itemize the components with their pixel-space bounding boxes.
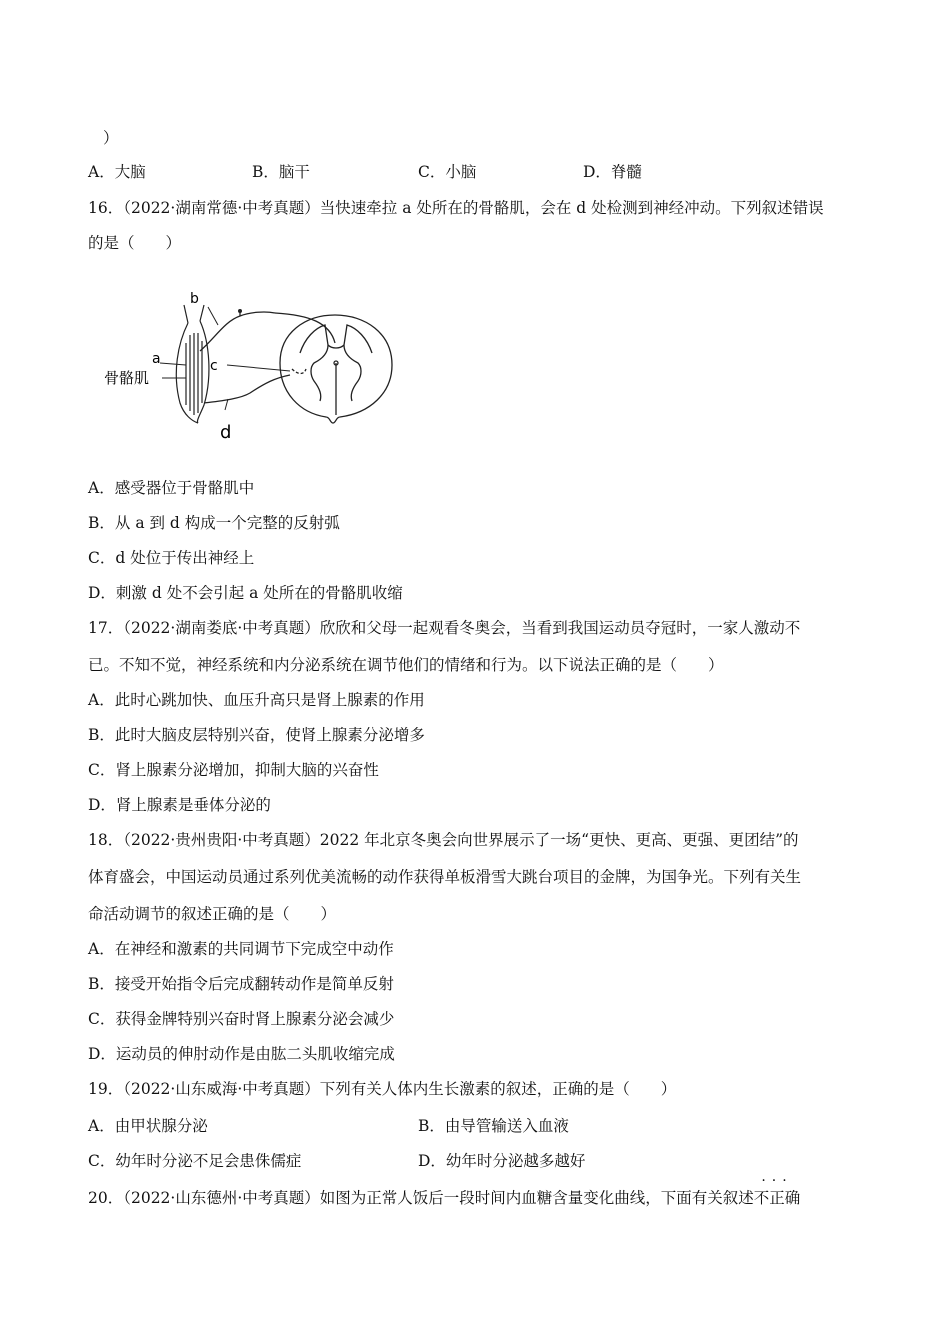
q16-stem-line1: 16．（2022·湖南常德·中考真题）当快速牵拉 a 处所在的骨骼肌，会在 d 处检测到神经冲动。下列叙述错误	[88, 199, 824, 217]
emphasis-dots: ···	[761, 1173, 793, 1189]
q19-option-b: B．由导管输送入血液	[418, 1117, 569, 1135]
label-d: d	[220, 422, 232, 443]
q15-tail: ）	[103, 129, 119, 147]
label-b: b	[190, 291, 199, 307]
q19-option-d: D．幼年时分泌越多越好	[418, 1152, 586, 1170]
q18-stem-line1: 18．（2022·贵州贵阳·中考真题）2022 年北京冬奥会向世界展示了一场“更快、更高、更强、更团结”的	[88, 831, 799, 849]
q18-option-d: D．运动员的伸肘动作是由肱二头肌收缩完成	[88, 1045, 395, 1063]
label-c: c	[210, 358, 218, 374]
q17-stem-line1: 17．（2022·湖南娄底·中考真题）欣欣和父母一起观看冬奥会，当看到我国运动员夺冠时，一家人激动不	[88, 619, 801, 637]
q18-stem-line2: 体育盛会，中国运动员通过系列优美流畅的动作获得单板滑雪大跳台项目的金牌，为国争光。下列有关生	[88, 868, 802, 886]
q20-stem-text: 20．（2022·山东德州·中考真题）如图为正常人饭后一段时间内血糖含量变化曲线，下面有关叙述	[88, 1189, 754, 1207]
label-a: a	[152, 351, 161, 367]
nerve-pathway	[200, 311, 335, 403]
q15-option-a: A．大脑	[88, 163, 146, 181]
q17-option-d: D．肾上腺素是垂体分泌的	[88, 796, 271, 814]
q18-option-b: B．接受开始指令后完成翻转动作是简单反射	[88, 975, 394, 993]
q17-stem-line2: 已。不知不觉，神经系统和内分泌系统在调节他们的情绪和行为。以下说法正确的是（ ）	[88, 656, 724, 674]
q20-emphasis	[753, 1173, 801, 1208]
ganglion-dot	[238, 309, 242, 313]
q18-option-c: C．获得金牌特别兴奋时肾上腺素分泌会减少	[88, 1010, 395, 1028]
q15-option-d: D．脊髓	[583, 163, 642, 181]
q17-option-c: C．肾上腺素分泌增加，抑制大脑的兴奋性	[88, 761, 379, 779]
skeletal-muscle-drawing	[176, 305, 209, 423]
q16-option-c: C．d 处位于传出神经上	[88, 549, 255, 567]
reflex-arc-figure	[100, 283, 400, 443]
spinal-cord-section	[280, 315, 392, 423]
q17-option-b: B．此时大脑皮层特别兴奋，使肾上腺素分泌增多	[88, 726, 425, 744]
q16-option-b: B．从 a 到 d 构成一个完整的反射弧	[88, 514, 340, 532]
q18-stem-line3: 命活动调节的叙述正确的是（ ）	[88, 905, 337, 923]
q15-option-c: C．小脑	[418, 163, 477, 181]
q16-option-a: A．感受器位于骨骼肌中	[88, 479, 255, 497]
q20-emphasis-text: 不正确	[753, 1189, 801, 1207]
q20-stem-line1	[88, 1173, 801, 1208]
q18-option-a: A．在神经和激素的共同调节下完成空中动作	[88, 940, 394, 958]
q16-option-d: D．刺激 d 处不会引起 a 处所在的骨骼肌收缩	[88, 584, 403, 602]
q16-stem-line2: 的是（ ）	[88, 234, 182, 252]
q19-option-a: A．由甲状腺分泌	[88, 1117, 208, 1135]
q19-option-c: C．幼年时分泌不足会患侏儒症	[88, 1152, 302, 1170]
label-skeletal-muscle: 骨骼肌	[104, 369, 150, 387]
q15-option-b: B．脑干	[252, 163, 310, 181]
q19-stem-line1: 19．（2022·山东威海·中考真题）下列有关人体内生长激素的叙述，正确的是（ ）	[88, 1080, 677, 1098]
q17-option-a: A．此时心跳加快、血压升高只是肾上腺素的作用	[88, 691, 425, 709]
